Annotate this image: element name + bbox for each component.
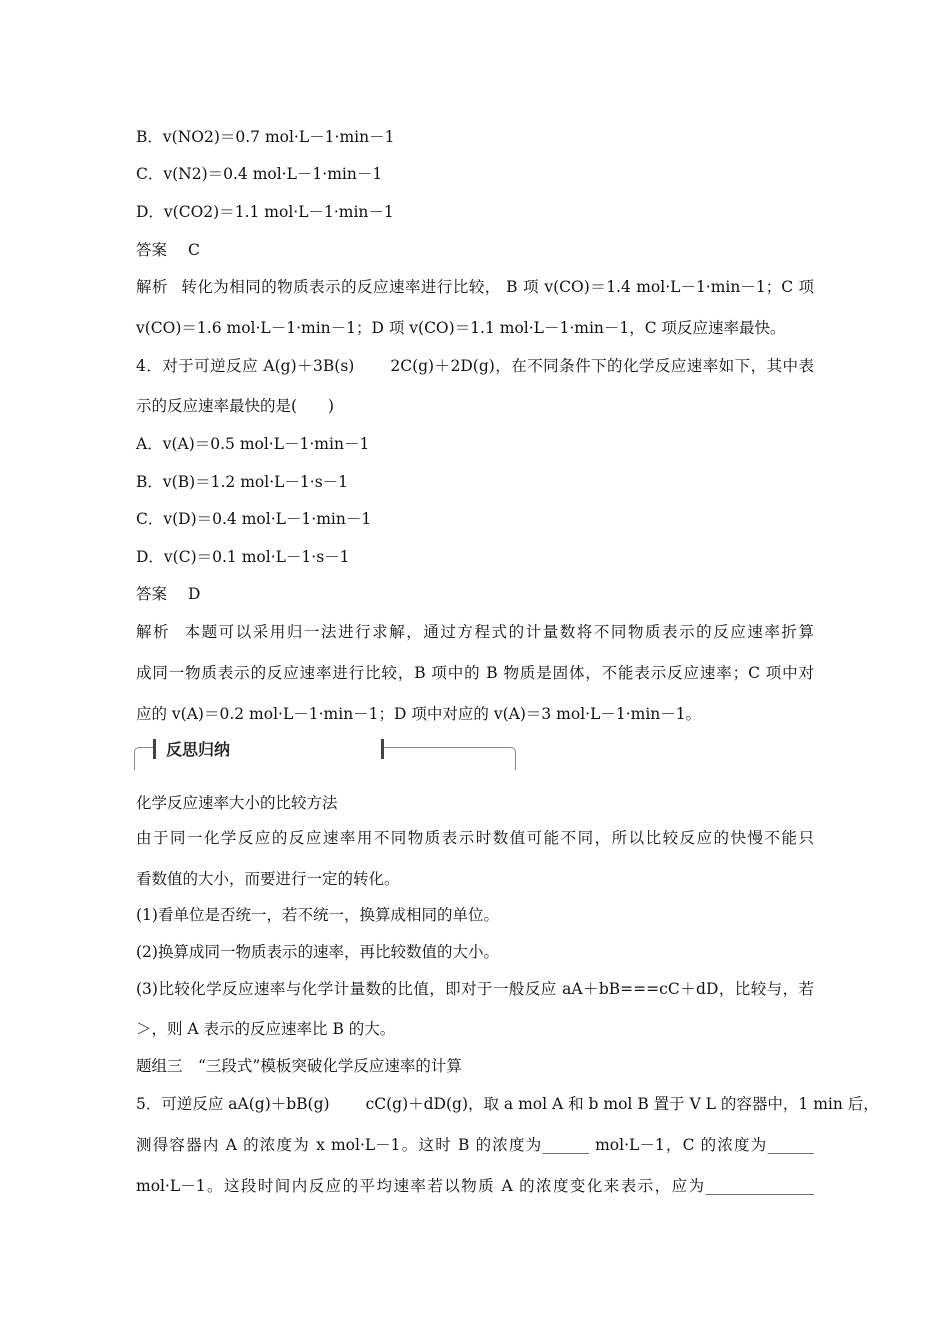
method-step-1: (1)看单位是否统一，若不统一，换算成相同的单位。 <box>136 906 499 924</box>
question-5-line-3: mol·L－1。这段时间内反应的平均速率若以物质 A 的浓度变化来表示，应为______________ <box>136 1177 814 1195</box>
explanation-label: 解析 <box>136 623 171 641</box>
option-b-no2: B．v(NO2)＝0.7 mol·L－1·min－1 <box>136 128 395 146</box>
explanation-2-line-3: 应的 v(A)＝0.2 mol·L－1·min－1；D 项中对应的 v(A)＝3 mol·L－1·min－1。 <box>136 705 702 723</box>
answer-value: D <box>187 585 201 603</box>
reflection-header <box>134 737 516 771</box>
option-b: B．v(B)＝1.2 mol·L－1·s－1 <box>136 473 349 491</box>
explanation-label: 解析 <box>136 278 168 296</box>
option-a: A．v(A)＝0.5 mol·L－1·min－1 <box>136 435 370 453</box>
explanation-2-line-1: 解析 本题可以采用归一法进行求解，通过方程式的计量数将不同物质表示的反应速率折算 <box>136 623 814 641</box>
answer-value: C <box>187 241 200 259</box>
method-step-3-line-1: (3)比较化学反应速率与化学计量数的比值，即对于一般反应 aA＋bB===cC＋dD，比较与，若 <box>136 980 814 998</box>
answer-label: 答案 <box>136 585 168 603</box>
answer-label: 答案 <box>136 241 168 259</box>
method-intro-line-2: 看数值的大小，而要进行一定的转化。 <box>136 870 400 888</box>
reflection-bar-left <box>153 739 156 759</box>
option-d: D．v(C)＝0.1 mol·L－1·s－1 <box>136 548 350 566</box>
answer-1 <box>136 240 200 260</box>
explanation-1-line-2: v(CO)＝1.6 mol·L－1·min－1；D 项 v(CO)＝1.1 mol·L－1·min－1，C 项反应速率最快。 <box>136 319 786 337</box>
method-intro-line-1: 由于同一化学反应的反应速率用不同物质表示时数值可能不同，所以比较反应的快慢不能只 <box>136 829 814 847</box>
explanation-2-line-2: 成同一物质表示的反应速率进行比较，B 项中的 B 物质是固体，不能表示反应速率；C 项中对 <box>136 664 814 682</box>
question-4-line-1: 4．对于可逆反应 A(g)＋3B(s) 2C(g)＋2D(g)，在不同条件下的化学反应速率如下，其中表 <box>136 357 814 375</box>
reflection-title: 反思归纳 <box>162 737 234 763</box>
question-5-line-2: 测得容器内 A 的浓度为 x mol·L－1。这时 B 的浓度为______ mol·L－1，C 的浓度为______ <box>136 1136 814 1154</box>
question-4-line-2: 示的反应速率最快的是( ) <box>136 397 335 415</box>
method-step-3-line-2: ＞，则 A 表示的反应速率比 B 的大。 <box>136 1020 396 1038</box>
explanation-1-line-1: 解析 转化为相同的物质表示的反应速率进行比较， B 项 v(CO)＝1.4 mol·L－1·min－1；C 项 <box>136 278 814 296</box>
reflection-bar-right <box>381 739 384 759</box>
option-d-co2: D．v(CO2)＝1.1 mol·L－1·min－1 <box>136 203 394 221</box>
question-5-line-1: 5．可逆反应 aA(g)＋bB(g) cC(g)＋dD(g)，取 a mol A 和 b mol B 置于 V L 的容器中，1 min 后， <box>136 1095 879 1113</box>
method-title: 化学反应速率大小的比较方法 <box>136 794 338 812</box>
answer-2 <box>136 584 200 604</box>
option-c: C．v(D)＝0.4 mol·L－1·min－1 <box>136 510 372 528</box>
method-step-2: (2)换算成同一物质表示的速率，再比较数值的大小。 <box>136 943 499 961</box>
option-c-n2: C．v(N2)＝0.4 mol·L－1·min－1 <box>136 165 383 183</box>
group-3-heading: 题组三 “三段式”模板突破化学反应速率的计算 <box>136 1057 462 1075</box>
